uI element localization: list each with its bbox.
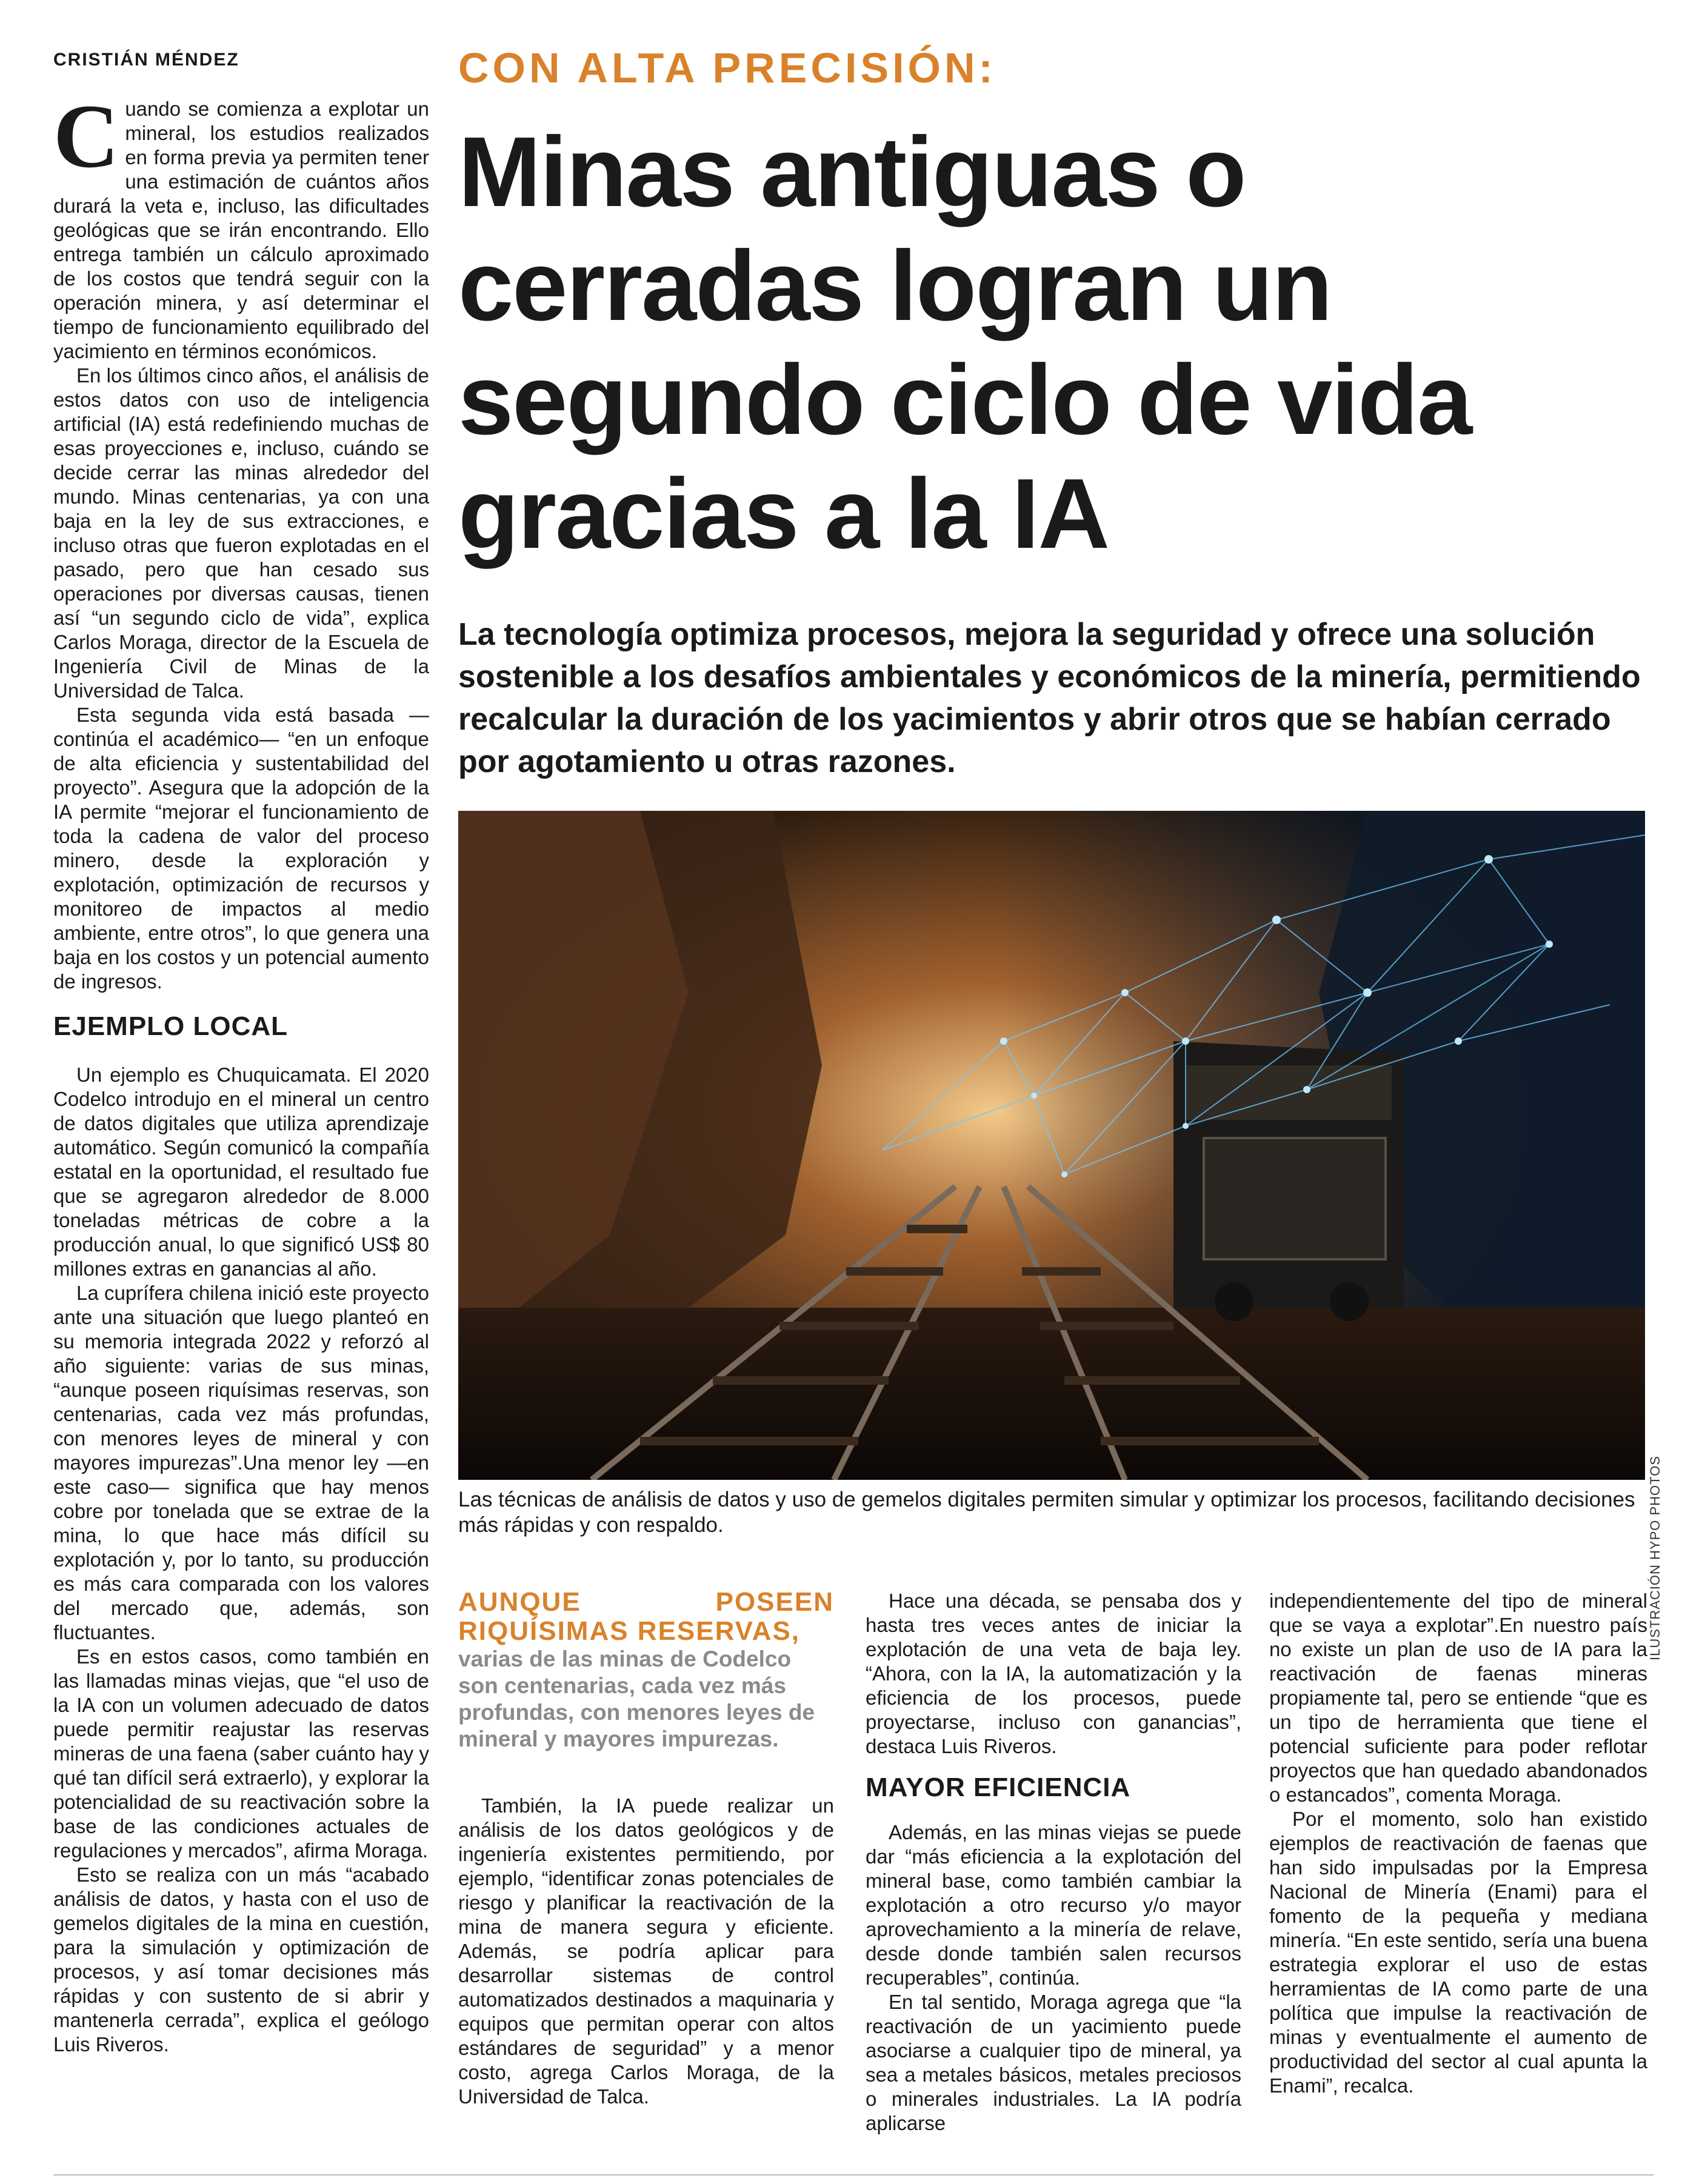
headline: Minas antiguas o cerradas logran un segundo ciclo de vida gracias a la IA bbox=[458, 116, 1472, 569]
paragraph: También, la IA puede realizar un análisis de los datos geológicos y de ingeniería existentes permitiendo, por ejemplo, “identificar zonas potenciales de riesgo y planificar la reactivación de la mina de manera segura y eficiente. Además, se podría aplicar para desarrollar sistemas de control automatizados destinados a maquinaria y equipos que permitan operar con altos estándares de seguridad” y a menor costo, agrega Carlos Moraga, de la Universidad de Talca. bbox=[458, 1794, 834, 2108]
paragraph: La cuprífera chilena inició este proyecto ante una situación que luego planteó en su memoria integrada 2022 y reforzó al año siguiente: varias de sus minas, “aunque poseen riquísimas reservas, son centenarias, cada vez más profundas, con menores leyes de mineral y con mayores impurezas”.Una menor ley —en este caso— significa que hay menos cobre por tonelada que se extrae de la mina, lo que hace más difícil su explotación y, por lo tanto, su producción es más cara comparada con los valores del mercado que, además, son fluctuantes. bbox=[53, 1282, 429, 1643]
kicker: CON ALTA PRECISIÓN: bbox=[458, 44, 996, 92]
mine-tunnel-illustration bbox=[458, 811, 1645, 1480]
mine-tunnel-illustration-svg bbox=[458, 811, 1645, 1480]
pull-quote-title: AUNQUE POSEEN RIQUÍSIMAS RESERVAS, bbox=[458, 1587, 834, 1646]
article-column-1 bbox=[53, 86, 429, 2057]
paragraph: independientemente del tipo de mineral que se vaya a explotar”.En nuestro país no existe un plan de uso de IA para la reactivación de faenas mineras propiamente tal, pero se entiende “que es un tipo de herramienta que tiene el potencial suficiente para poder reflotar proyectos que han quedado abandonados o estancados”, comenta Moraga. bbox=[1269, 1590, 1647, 1806]
paragraph: Además, en las minas viejas se puede dar “más eficiencia a la explotación del mineral base, como también cambiar la explotación a otro recurso y/o mayor aprovechamiento a la minería de relave, desde donde también salen recursos recuperables”, continúa. bbox=[866, 1821, 1241, 1989]
paragraph: Un ejemplo es Chuquicamata. El 2020 Codelco introdujo en el mineral un centro de datos digitales que utiliza aprendizaje automático. Según comunicó la compañía estatal en la oportunidad, el resultado fue que se agregaron alrededor de 8.000 toneladas métricas de cobre a la producción anual, lo que significó US$ 80 millones extras en ganancias al año. bbox=[53, 1064, 429, 1280]
bottom-rule bbox=[53, 2174, 1654, 2176]
subhead-mayor-eficiencia: MAYOR EFICIENCIA bbox=[866, 1773, 1131, 1802]
drop-cap: C bbox=[53, 86, 119, 187]
subhead-ejemplo-local: EJEMPLO LOCAL bbox=[53, 1011, 289, 1041]
paragraph: Hace una década, se pensaba dos y hasta tres veces antes de iniciar la explotación de una veta de baja ley. “Ahora, con la IA, la automatización y la eficiencia de los procesos, puede proyectarse, incluso con ganancias”, destaca Luis Riveros. bbox=[866, 1590, 1241, 1757]
lead-paragraph bbox=[53, 86, 429, 364]
paragraph: Por el momento, solo han existido ejemplos de reactivación de faenas que han sido impulsadas por la Empresa Nacional de Minería (Enami) para el fomento de la pequeña y mediana minería. “En este sentido, sería una buena estrategia explorar el uso de estas herramientas de IA como parte de una política que impulse la reactivación de minas y eventualmente el aumento de productividad del sector al cual apunta la Enami”, recalca. bbox=[1269, 1808, 1647, 2097]
photo-credit-text: ILUSTRACIÓN HYPO PHOTOS bbox=[1647, 1456, 1663, 1660]
paragraph: En tal sentido, Moraga agrega que “la reactivación de un yacimiento puede asociarse a cualquier tipo de mineral, ya sea a metales básicos, metales preciosos o minerales industriales. La IA podría aplicarse bbox=[866, 1991, 1241, 2134]
pull-quote-text: varias de las minas de Codelco son centenarias, cada vez más profundas, con menores leyes de mineral y mayores impurezas. bbox=[458, 1646, 815, 1751]
paragraph: Esta segunda vida está basada —continúa el académico— “en un enfoque de alta eficiencia y sustentabilidad del proyecto”. Asegura que la adopción de la IA permite “mejorar el funcionamiento de toda la cadena de valor del proceso minero, desde la exploración y explotación, optimización de recursos y monitoreo de impactos al medio ambiente, entre otros”, lo que genera una baja en los costos y un potencial aumento de ingresos. bbox=[53, 704, 429, 993]
article-column-4 bbox=[1269, 1589, 1647, 2098]
deck: La tecnología optimiza procesos, mejora la seguridad y ofrece una solución sostenible a los desafíos ambientales y económicos de la minería, permitiendo recalcular la duración de los yacimientos y abrir otros que se habían cerrado por agotamiento u otras razones. bbox=[458, 617, 1641, 779]
photo-caption: Las técnicas de análisis de datos y uso de gemelos digitales permiten simular y optimizar los procesos, facilitando decisiones más rápidas y con respaldo. bbox=[458, 1488, 1635, 1537]
byline: CRISTIÁN MÉNDEZ bbox=[53, 50, 239, 70]
paragraph: Esto se realiza con un más “acabado análisis de datos, y hasta con el uso de gemelos digitales de la mina en cuestión, para la simulación y optimización de procesos, y así tomar decisiones más rápidas y con sustento de si abrir y mantenerla cerrada”, explica el geólogo Luis Riveros. bbox=[53, 1863, 429, 2056]
lead-text: uando se comienza a explotar un mineral, los estudios realizados en forma previa ya permiten tener una estimación de cuántos años durará la veta e, incluso, las dificultades geológicas que se irán encontrando. Ello entrega también un cálculo aproximado de los costos que tendrá seguir con la operación minera, y así determinar el tiempo de funcionamiento equilibrado del yacimiento en términos económicos. bbox=[53, 98, 429, 362]
paragraph: En los últimos cinco años, el análisis de estos datos con uso de inteligencia artificial (IA) está redefiniendo muchas de esas proyecciones e, incluso, cuándo se decide cerrar las minas alrededor del mundo. Minas centenarias, ya con una baja en la ley de sus extracciones, e incluso otras que fueron explotadas en el pasado, pero que han cesado sus operaciones por diversas causas, tienen así “un segundo ciclo de vida”, explica Carlos Moraga, director de la Escuela de Ingeniería Civil de Minas de la Universidad de Talca. bbox=[53, 364, 429, 702]
article-column-2 bbox=[458, 1588, 834, 2109]
paragraph: Es en estos casos, como también en las llamadas minas viejas, que “el uso de la IA con un volumen adecuado de datos puede permitir reajustar las reservas mineras de una faena (saber cuánto hay y qué tan difícil será extraerlo), y explorar la potencialidad de su reactivación sobre la base de las condiciones actuales de regulaciones y mercados”, afirma Moraga. bbox=[53, 1645, 429, 1862]
article-column-3 bbox=[866, 1589, 1241, 2136]
